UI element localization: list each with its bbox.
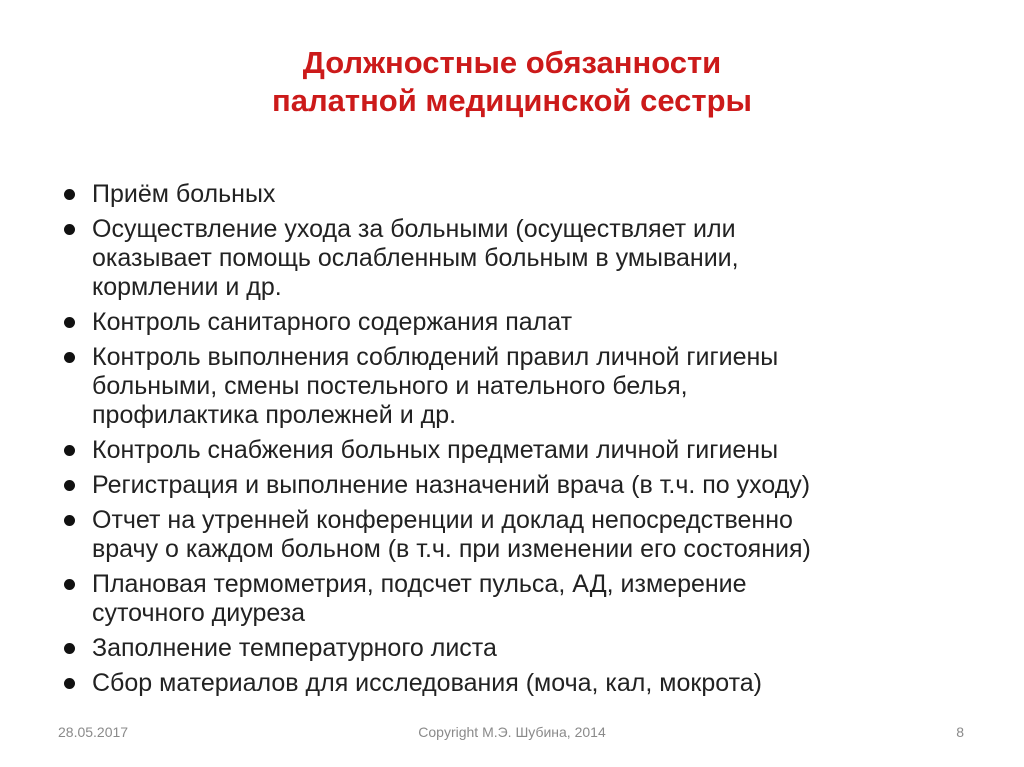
title-line-1: Должностные обязанности xyxy=(302,45,722,80)
bullet-text-line: Регистрация и выполнение назначений врача (в т.ч. по уходу) xyxy=(92,471,811,499)
bullet-dot-icon xyxy=(64,480,75,491)
bullet-item xyxy=(60,634,960,663)
slide-title xyxy=(0,44,1024,120)
bullet-text-line: Контроль снабжения больных предметами личной гигиены xyxy=(92,436,779,464)
bullet-text-line: суточного диуреза xyxy=(92,599,306,627)
bullet-dot-icon xyxy=(64,224,75,235)
bullet-text-line: Контроль выполнения соблюдений правил личной гигиены xyxy=(92,343,779,371)
bullet-dot-icon xyxy=(64,189,75,200)
title-line-2: палатной медицинской сестры xyxy=(271,83,752,118)
bullet-dot-icon xyxy=(64,643,75,654)
bullet-dot-icon xyxy=(64,445,75,456)
footer-date: 28.05.2017 xyxy=(58,724,129,740)
bullet-text-line: Плановая термометрия, подсчет пульса, АД, измерение xyxy=(92,570,747,598)
footer-page-number: 8 xyxy=(956,724,964,740)
bullet-text-line: кормлении и др. xyxy=(92,273,282,301)
bullet-list xyxy=(60,180,960,704)
bullet-item xyxy=(60,180,960,209)
bullet-item xyxy=(60,669,960,698)
bullet-dot-icon xyxy=(64,579,75,590)
bullet-text-line: Заполнение температурного листа xyxy=(92,634,497,662)
bullet-text-line: оказывает помощь ослабленным больным в умывании, xyxy=(92,244,739,272)
bullet-text-line: Приём больных xyxy=(92,180,276,208)
bullet-text-line: Сбор материалов для исследования (моча, кал, мокрота) xyxy=(92,669,762,697)
bullet-item xyxy=(60,570,960,628)
bullet-item xyxy=(60,215,960,302)
bullet-item xyxy=(60,308,960,337)
bullet-text-line: врачу о каждом больном (в т.ч. при изменении его состояния) xyxy=(92,535,811,563)
bullet-item xyxy=(60,436,960,465)
bullet-dot-icon xyxy=(64,317,75,328)
bullet-dot-icon xyxy=(64,678,75,689)
bullet-item xyxy=(60,506,960,564)
bullet-text-line: Осуществление ухода за больными (осуществляет или xyxy=(92,215,736,243)
bullet-text-line: профилактика пролежней и др. xyxy=(92,401,457,429)
bullet-dot-icon xyxy=(64,352,75,363)
bullet-item xyxy=(60,471,960,500)
bullet-text-line: Контроль санитарного содержания палат xyxy=(92,308,573,336)
footer-copyright: Copyright М.Э. Шубина, 2014 xyxy=(418,724,606,740)
bullet-text-line: больными, смены постельного и нательного белья, xyxy=(92,372,688,400)
bullet-text-line: Отчет на утренней конференции и доклад непосредственно xyxy=(92,506,793,534)
bullet-dot-icon xyxy=(64,515,75,526)
bullet-item xyxy=(60,343,960,430)
